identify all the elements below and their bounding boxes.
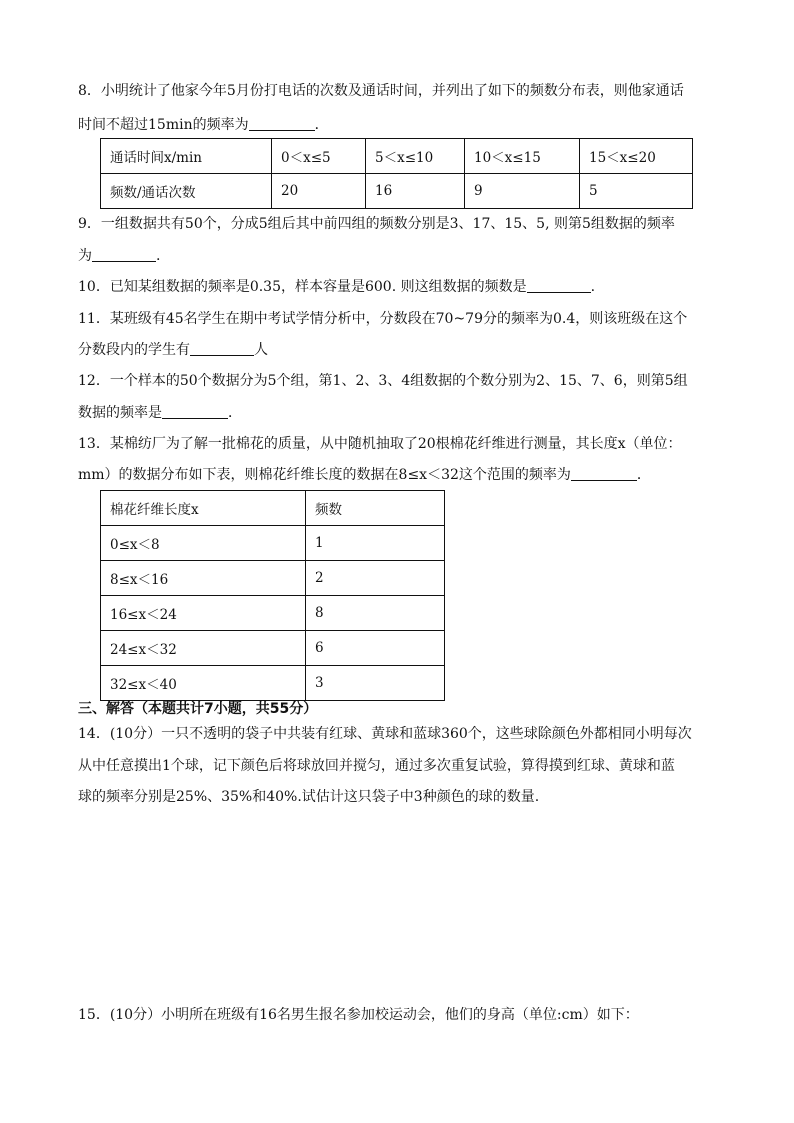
question-11-end: 人 — [254, 342, 268, 358]
question-8-end: ． — [314, 117, 329, 133]
table-header-cell: 15＜x≤20 — [580, 139, 693, 174]
question-11-text: 分数段内的学生有 — [78, 342, 190, 358]
answer-blank-11[interactable] — [190, 339, 254, 356]
question-14-line-3: 球的频率分别是25%、35%和40%.试估计这只袋子中3种颜色的球的数量. — [78, 789, 540, 805]
table-cell: 3 — [306, 666, 445, 701]
table-cell: 16 — [366, 174, 465, 209]
question-13-line-2 — [78, 458, 718, 492]
question-10-end: . — [590, 279, 596, 295]
table-row — [101, 139, 693, 174]
question-14-line-2: 从中任意摸出1个球，记下颜色后将球放回并搅匀，通过多次重复试验，算得摸到红球、黄球和蓝 — [78, 758, 675, 774]
call-frequency-table — [100, 138, 693, 209]
table-row — [101, 526, 445, 561]
table-row — [101, 561, 445, 596]
question-13-text: mm）的数据分布如下表，则棉花纤维长度的数据在8≤x＜32这个范围的频率为 — [78, 467, 571, 483]
question-12-line-1: 12．一个样本的50个数据分为5个组，第1、2、3、4组数据的个数分别为2、15、7、6，则第5组 — [78, 373, 688, 389]
table-header-cell: 0＜x≤5 — [272, 139, 366, 174]
table-cell: 2 — [306, 561, 445, 596]
question-10 — [78, 270, 718, 304]
question-10-text: 10．已知某组数据的频率是0.35，样本容量是600. 则这组数据的频数是 — [78, 279, 527, 295]
table-header-cell: 10＜x≤15 — [465, 139, 580, 174]
section-heading: 三、解答（本题共计7小题，共55分） — [78, 701, 318, 717]
table-cell: 20 — [272, 174, 366, 209]
table-cell: 6 — [306, 631, 445, 666]
table-row — [101, 174, 693, 209]
table-row — [101, 666, 445, 701]
question-9-line-1: 9．一组数据共有50个，分成5组后其中前四组的频数分别是3、17、15、5, 则第5组数据的频率 — [78, 216, 675, 232]
table-cell: 24≤x＜32 — [101, 631, 306, 666]
table-cell: 8≤x＜16 — [101, 561, 306, 596]
question-8-line-2 — [78, 108, 718, 142]
answer-blank-8[interactable] — [249, 114, 315, 131]
answer-blank-9[interactable] — [92, 245, 156, 262]
table-cell: 1 — [306, 526, 445, 561]
answer-blank-12[interactable] — [162, 402, 228, 419]
table-cell: 32≤x＜40 — [101, 666, 306, 701]
table-header-cell: 棉花纤维长度x — [101, 491, 306, 526]
table-cell: 0≤x＜8 — [101, 526, 306, 561]
table-cell: 5 — [580, 174, 693, 209]
question-14-line-1: 14．(10分）一只不透明的袋子中共装有红球、黄球和蓝球360个，这些球除颜色外都相同小明每次 — [78, 726, 692, 742]
table-cell: 16≤x＜24 — [101, 596, 306, 631]
question-8-text: 时间不超过15min的频率为 — [78, 117, 249, 133]
table-header-cell: 频数 — [306, 491, 445, 526]
question-13-line-1: 13．某棉纺厂为了解一批棉花的质量，从中随机抽取了20根棉花纤维进行测量，其长度x（单位： — [78, 436, 682, 452]
table-header-cell: 5＜x≤10 — [366, 139, 465, 174]
cotton-fiber-table — [100, 490, 445, 701]
table-header-cell: 通话时间x/min — [101, 139, 272, 174]
table-cell: 频数/通话次数 — [101, 174, 272, 209]
question-12-line-2 — [78, 396, 718, 430]
question-11-line-1: 11．某班级有45名学生在期中考试学情分析中，分数段在70~79分的频率为0.4，则该班级在这个 — [78, 311, 688, 327]
question-9-line-2 — [78, 239, 718, 273]
question-12-end: ． — [228, 405, 242, 421]
question-9-end: . — [156, 248, 161, 264]
answer-blank-10[interactable] — [527, 276, 591, 293]
table-row — [101, 596, 445, 631]
table-cell: 9 — [465, 174, 580, 209]
table-row — [101, 631, 445, 666]
question-9-text: 为 — [78, 248, 92, 264]
answer-blank-13[interactable] — [571, 464, 637, 481]
question-12-text: 数据的频率是 — [78, 405, 162, 421]
question-11-line-2 — [78, 333, 718, 367]
question-8-line-1: 8．小明统计了他家今年5月份打电话的次数及通话时间，并列出了如下的频数分布表，则他家通话 — [78, 83, 684, 99]
table-row — [101, 491, 445, 526]
question-15: 15．(10分）小明所在班级有16名男生报名参加校运动会，他们的身高（单位:cm）如下： — [78, 1007, 639, 1023]
table-cell: 8 — [306, 596, 445, 631]
question-13-end: ． — [636, 467, 651, 483]
